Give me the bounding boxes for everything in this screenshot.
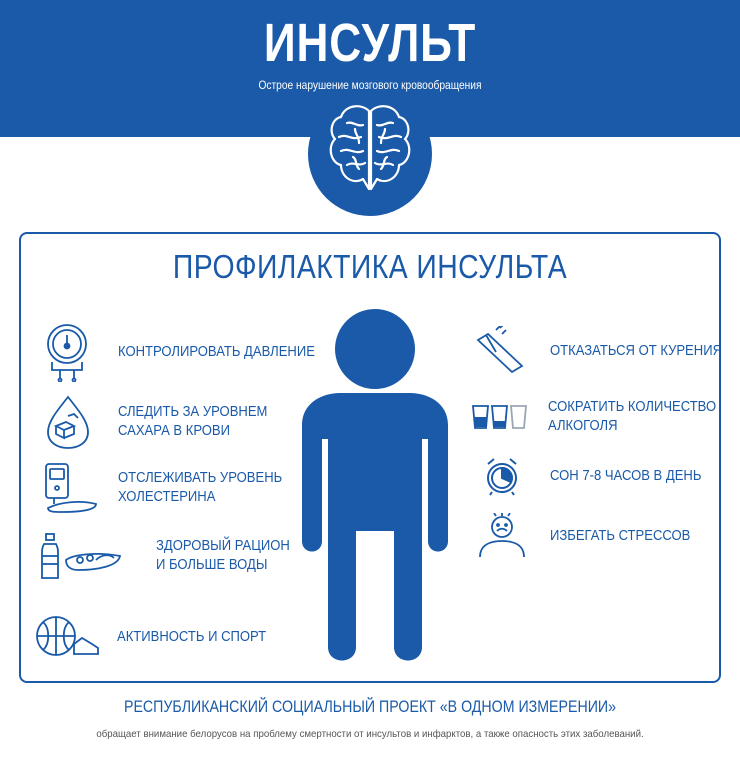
cholesterol-meter-icon: [40, 460, 98, 516]
project-note: обращает внимание белорусов на проблему смертности от инсультов и инфарктов, а также опасность этих заболеваний.: [96, 728, 644, 740]
tip-label: ХОЛЕСТЕРИНА: [118, 489, 216, 505]
tip-stress: [478, 513, 706, 559]
page-subtitle: Острое нарушение мозгового кровообращения: [258, 78, 482, 92]
alcohol-glasses-icon: [470, 403, 530, 431]
tip-label: ОТСЛЕЖИВАТЬ УРОВЕНЬ: [118, 470, 283, 486]
tip-label: КОНТРОЛИРОВАТЬ ДАВЛЕНИЕ: [118, 343, 315, 360]
tip-label: СОКРАТИТЬ КОЛИЧЕСТВО: [548, 399, 717, 415]
tip-sugar: [42, 394, 284, 450]
tip-pressure: [40, 322, 337, 382]
tip-label: АКТИВНОСТЬ И СПОРТ: [117, 628, 267, 645]
water-and-food-icon: [38, 530, 156, 582]
tip-label: СЛЕДИТЬ ЗА УРОВНЕМ: [118, 404, 268, 420]
tip-label: ОТКАЗАТЬСЯ ОТ КУРЕНИЯ: [550, 342, 722, 359]
tip-label: И БОЛЬШЕ ВОДЫ: [156, 557, 268, 573]
project-title: РЕСПУБЛИКАНСКИЙ СОЦИАЛЬНЫЙ ПРОЕКТ «В ОДНОМ ИЗМЕРЕНИИ»: [123, 698, 617, 716]
tip-label: СОН 7-8 ЧАСОВ В ДЕНЬ: [550, 467, 702, 484]
tip-sleep: [484, 456, 718, 496]
tip-cholesterol: [40, 460, 300, 516]
tip-label: ЗДОРОВЫЙ РАЦИОН: [156, 538, 290, 554]
page-title: ИНСУЛЬТ: [263, 13, 477, 73]
ball-and-sneaker-icon: [34, 614, 100, 660]
sugar-drop-icon: [42, 394, 98, 450]
tip-diet: [38, 530, 305, 582]
alarm-clock-icon: [484, 456, 520, 496]
tip-smoking: [472, 326, 740, 376]
stressed-person-icon: [478, 513, 526, 559]
tip-alcohol: [470, 398, 735, 436]
tip-label: АЛКОГОЛЯ: [548, 418, 618, 434]
tip-label: САХАРА В КРОВИ: [118, 423, 231, 439]
tip-sport: [34, 614, 283, 660]
brain-badge: [308, 92, 432, 216]
tip-label: ИЗБЕГАТЬ СТРЕССОВ: [550, 527, 691, 544]
brain-icon: [325, 99, 415, 195]
panel-title: ПРОФИЛАКТИКА ИНСУЛЬТА: [172, 248, 568, 285]
pressure-gauge-icon: [40, 322, 98, 382]
cigarette-icon: [472, 326, 528, 376]
